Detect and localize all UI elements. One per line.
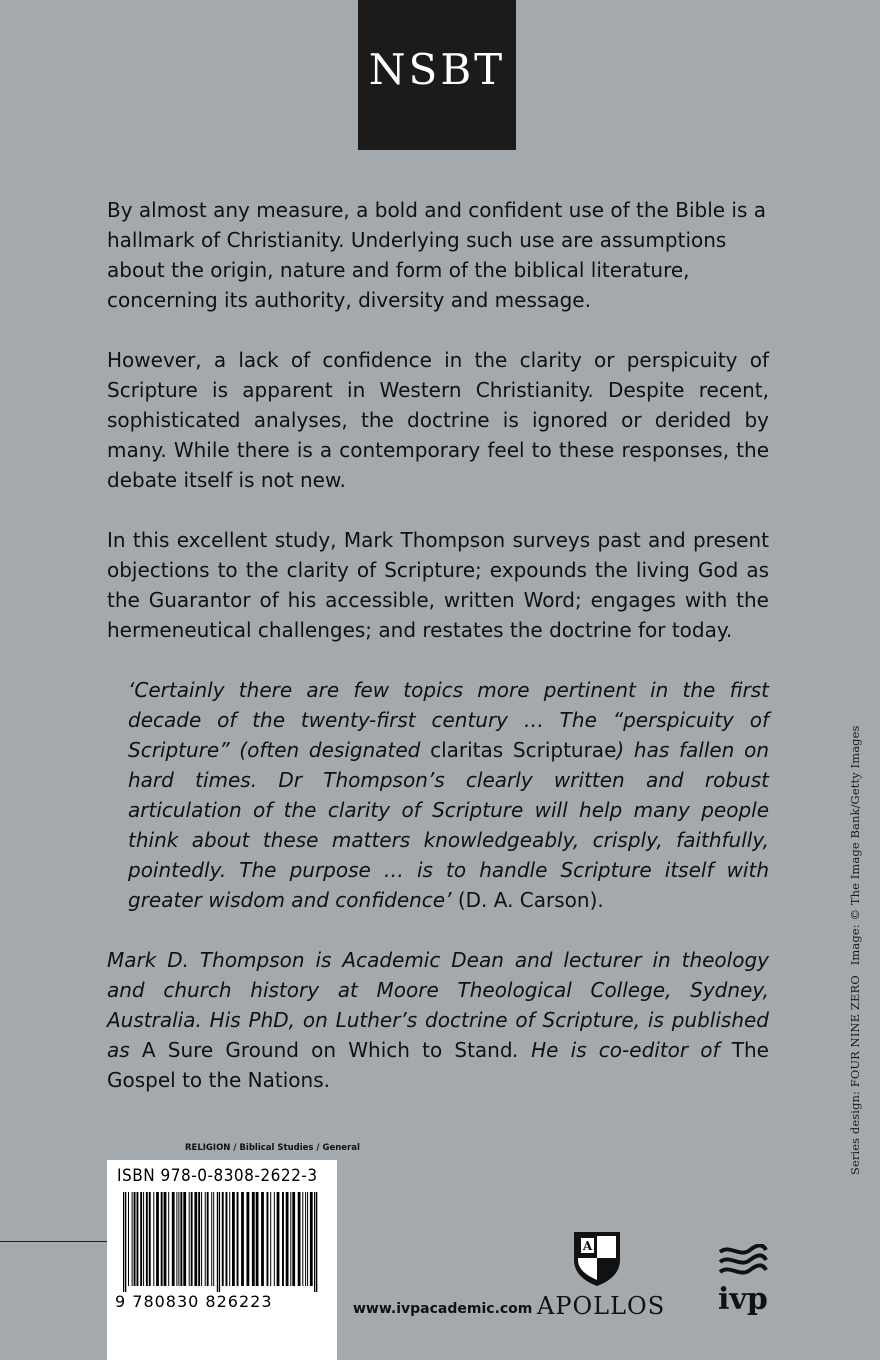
isbn-label: ISBN 978-0-8308-2622-3 xyxy=(117,1166,318,1186)
cover-credits xyxy=(848,725,862,1175)
apollos-logo-text: APOLLOS xyxy=(537,1292,666,1320)
description-paragraph-1: By almost any measure, a bold and confident use of the Bible is a hallmark of Christianity. Underlying such use are assumptions about the origin, nature and form of the biblical literature, concerning its authority, diversity and message. xyxy=(107,198,767,312)
description-paragraph-2: However, a lack of confidence in the clarity or perspicuity of Scripture is apparent in Western Christianity. Despite recent, sophisticated analyses, the doctrine is ignored or derided by many. While there is a contemporary feel to these responses, the debate itself is not new. xyxy=(107,348,769,492)
divider-line xyxy=(0,1241,107,1242)
barcode-panel xyxy=(107,1160,337,1360)
apollos-shield-icon xyxy=(572,1230,622,1288)
barcode-icon xyxy=(121,1192,321,1292)
bio-end: . xyxy=(323,1068,330,1092)
quote-latin-term: claritas Scripturae xyxy=(430,738,617,762)
author-bio xyxy=(107,945,769,1095)
publisher-website[interactable]: www.ivpacademic.com xyxy=(353,1301,533,1317)
ivp-logo-text: ivp xyxy=(718,1282,768,1317)
subject-category: RELIGION / Biblical Studies / General xyxy=(185,1143,360,1153)
bio-text-2: . He is co-editor of xyxy=(512,1038,732,1062)
quote-text-1: ‘Certainly there are few topics more pertinent in the first decade of the twenty-first century … The “perspicuity of Scripture” (often designated xyxy=(128,678,769,762)
bio-book-title-2: The Gospel to the Nations xyxy=(107,1038,769,1092)
ivp-waves-icon xyxy=(718,1244,768,1282)
bio-book-title-1: A Sure Ground on Which to Stand xyxy=(141,1038,513,1062)
series-logo xyxy=(358,0,516,150)
description-paragraph-3: In this excellent study, Mark Thompson surveys past and present objections to the clarity of Scripture; expounds the living God as the Guarantor of his accessible, written Word; engages with the hermeneutical challenges; and restates the doctrine for today. xyxy=(107,528,769,642)
apollos-shield-letter: A xyxy=(582,1239,593,1253)
series-logo-text: NSBT xyxy=(368,44,506,94)
design-credit: Series design: FOUR NINE ZERO xyxy=(848,975,862,1175)
quote-attribution: (D. A. Carson). xyxy=(451,888,604,912)
image-credit: Image: © The Image Bank/Getty Images xyxy=(848,725,862,966)
barcode-digits: 9 780830 826223 xyxy=(115,1292,273,1311)
endorsement-quote xyxy=(128,675,769,915)
quote-text-2: ) has fallen on hard times. Dr Thompson’s clearly written and robust articulation of the clarity of Scripture will help many people think about these matters knowledgeably, crisply, faithfully, pointedly. The purpose … is to handle Scripture itself with greater wisdom and confidence’ xyxy=(128,738,769,912)
bio-text-1: Mark D. Thompson is Academic Dean and lecturer in theology and church history at Moore Theological College, Sydney, Australia. His PhD, on Luther’s doctrine of Scripture, is published as xyxy=(107,948,769,1062)
